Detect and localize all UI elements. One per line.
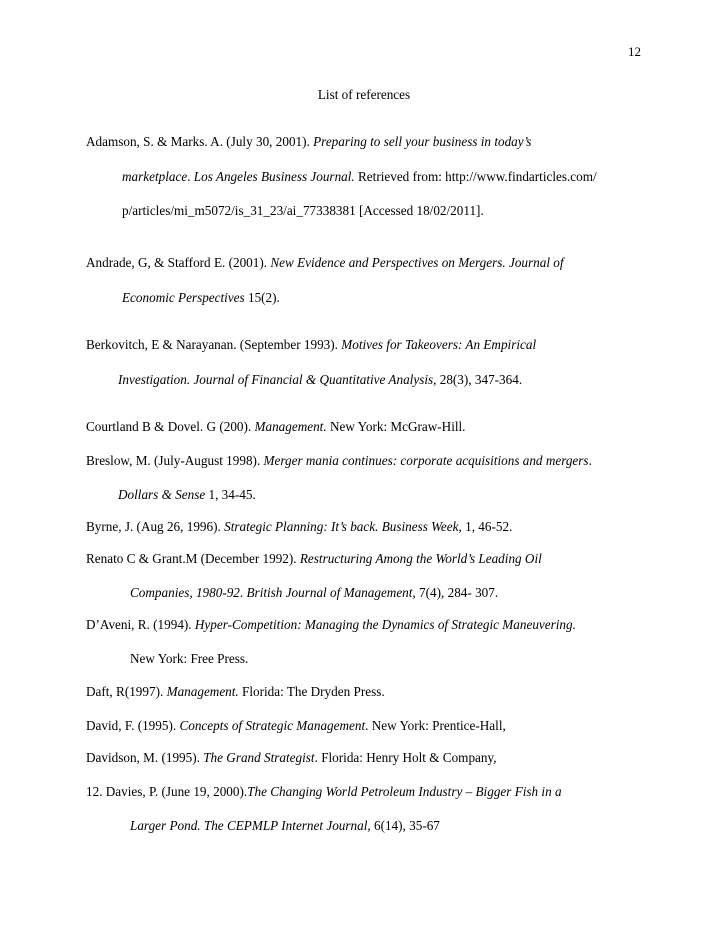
reference-line: [130, 584, 498, 602]
reference-italic-text: Dollars & Sense: [118, 487, 206, 502]
reference-line: [86, 550, 542, 568]
reference-italic-text: Preparing to sell your business in today’s: [313, 134, 532, 149]
reference-text: Courtland B & Dovel. G (200).: [86, 419, 255, 434]
reference-line: [86, 783, 562, 801]
page-number: 12: [628, 44, 641, 59]
reference-text: Daft, R(1997).: [86, 684, 167, 699]
reference-text: .: [239, 585, 247, 600]
references-heading: List of references: [317, 87, 411, 102]
reference-text: Berkovitch, E & Narayanan. (September 1993).: [86, 337, 342, 352]
reference-text: , 1, 46-52.: [458, 519, 513, 534]
reference-text: 7(4), 284- 307.: [415, 585, 499, 600]
reference-italic-text: Strategic Planning: It’s back. Business Week: [224, 519, 459, 534]
reference-italic-text: Management.: [254, 419, 327, 434]
reference-text: p/articles/mi_m5072/is_31_23/ai_77338381 [Accessed 18/02/2011].: [122, 203, 484, 218]
reference-italic-text: The Changing World Petroleum Industry – Bigger Fish in a: [247, 784, 562, 799]
reference-line: [86, 717, 506, 735]
reference-text: David, F. (1995).: [86, 718, 180, 733]
reference-text: New York: Free Press.: [130, 651, 249, 666]
reference-text: .: [187, 169, 194, 184]
reference-italic-text: Merger mania continues: corporate acquisitions and mergers: [263, 453, 589, 468]
reference-italic-text: Management.: [166, 684, 239, 699]
reference-italic-text: The Grand Strategist: [203, 750, 315, 765]
reference-italic-text: Companies, 1980-92: [130, 585, 240, 600]
reference-italic-text: British Journal of Management,: [246, 585, 416, 600]
reference-text: Andrade, G, & Stafford E. (2001).: [86, 255, 271, 270]
reference-text: New York: McGraw-Hill.: [326, 419, 466, 434]
reference-italic-text: Los Angeles Business Journal.: [193, 169, 355, 184]
reference-line: [86, 418, 465, 436]
reference-italic-text: Economic Perspectives: [122, 290, 245, 305]
reference-line: [86, 133, 531, 151]
reference-text: .: [588, 453, 592, 468]
reference-line: [86, 683, 385, 701]
reference-text: , 6(14), 35-67: [367, 818, 440, 833]
reference-line: [86, 336, 536, 354]
reference-line: [122, 202, 484, 220]
reference-text: 12. Davies, P. (June 19, 2000).: [86, 784, 248, 799]
reference-line: [86, 518, 512, 536]
reference-italic-text: Investigation. Journal of Financial & Quantitative Analysis: [118, 372, 434, 387]
reference-line: [122, 289, 280, 307]
reference-text: 1, 34-45.: [205, 487, 256, 502]
reference-italic-text: Larger Pond. The CEPMLP Internet Journal: [130, 818, 368, 833]
reference-line: [86, 616, 576, 634]
reference-italic-text: marketplace: [122, 169, 188, 184]
reference-text: Davidson, M. (1995).: [86, 750, 204, 765]
reference-text: D’Aveni, R. (1994).: [86, 617, 195, 632]
reference-text: . New York: Prentice-Hall,: [365, 718, 506, 733]
reference-line: [130, 817, 440, 835]
reference-text: . Florida: Henry Holt & Company,: [314, 750, 497, 765]
reference-italic-text: Hyper-Competition: Managing the Dynamics of Strategic Maneuvering.: [194, 617, 576, 632]
reference-text: Adamson, S. & Marks. A. (July 30, 2001).: [86, 134, 314, 149]
reference-line: [86, 452, 592, 470]
reference-line: [86, 749, 497, 767]
reference-text: Breslow, M. (July-August 1998).: [86, 453, 264, 468]
reference-line: [118, 371, 522, 389]
reference-italic-text: Concepts of Strategic Management: [179, 718, 366, 733]
reference-line: [122, 168, 597, 186]
reference-text: , 28(3), 347-364.: [433, 372, 523, 387]
reference-italic-text: New Evidence and Perspectives on Mergers. Journal of: [270, 255, 564, 270]
reference-line: [86, 254, 564, 272]
reference-text: Retrieved from: http://www.findarticles.com/: [354, 169, 597, 184]
reference-text: 15(2).: [244, 290, 280, 305]
reference-line: [130, 650, 248, 668]
reference-line: [118, 486, 256, 504]
reference-italic-text: Restructuring Among the World’s Leading Oil: [299, 551, 542, 566]
reference-italic-text: Motives for Takeovers: An Empirical: [341, 337, 537, 352]
reference-text: Byrne, J. (Aug 26, 1996).: [86, 519, 225, 534]
reference-text: Renato C & Grant.M (December 1992).: [86, 551, 300, 566]
reference-text: Florida: The Dryden Press.: [238, 684, 385, 699]
